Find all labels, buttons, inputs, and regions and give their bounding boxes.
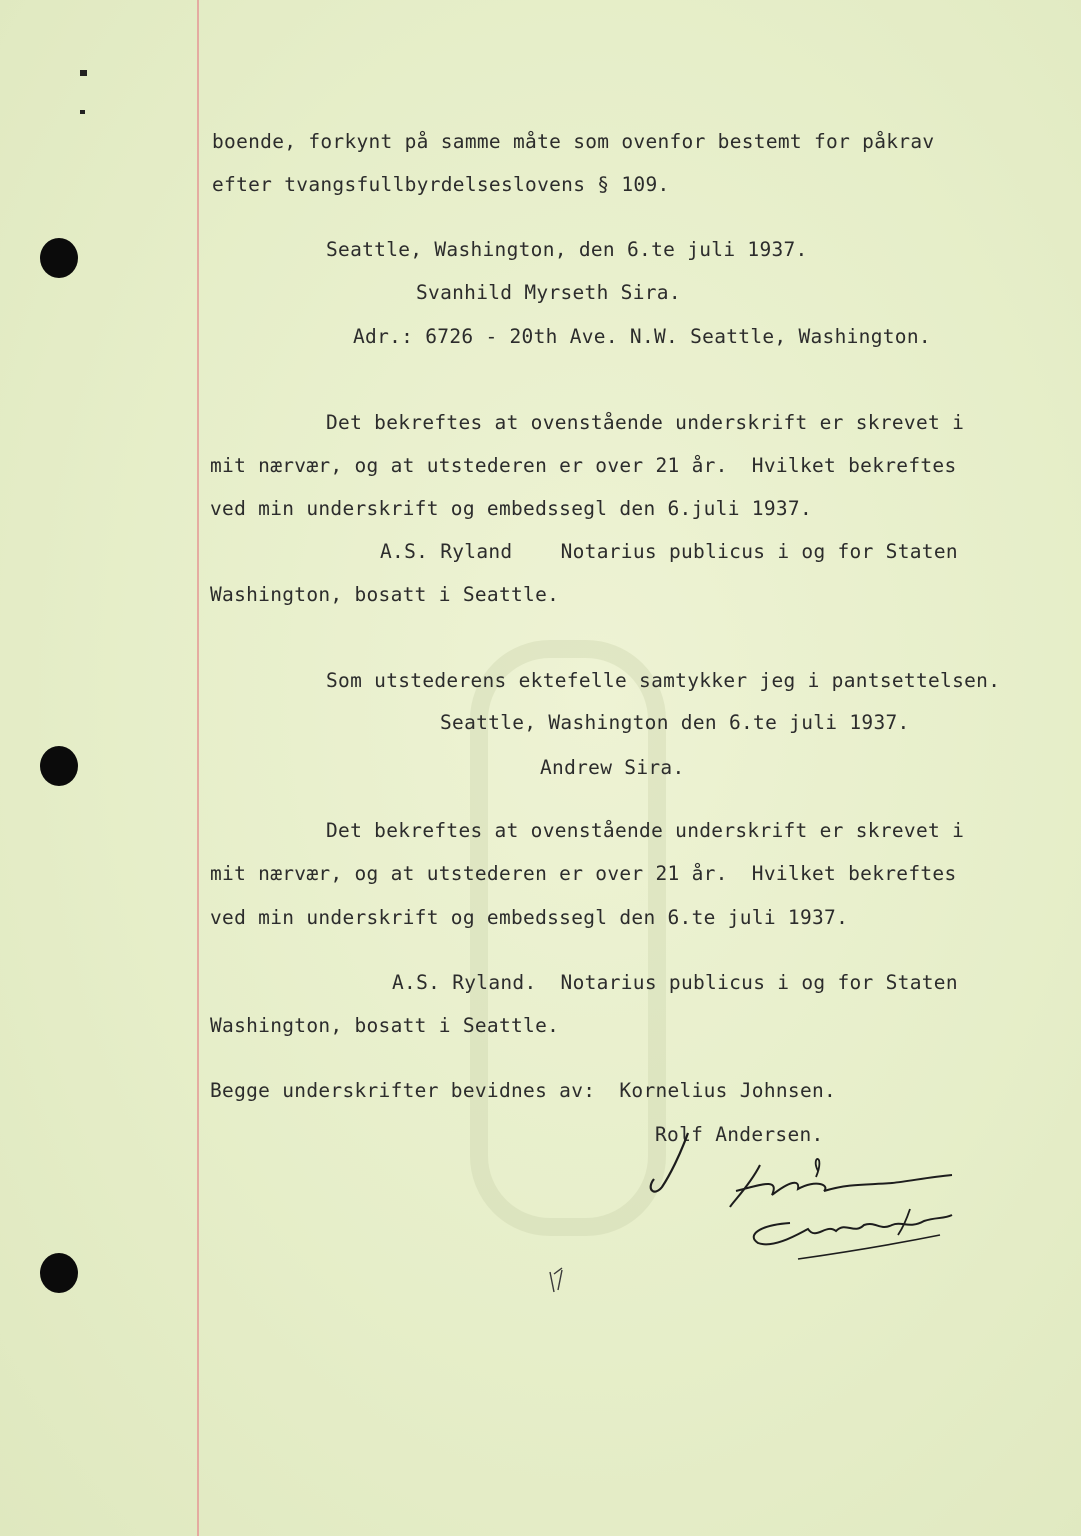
text-line: Det bekreftes at ovenstående underskrift er skrevet i [326,411,965,434]
punch-hole [40,1253,78,1293]
text-line: Washington, bosatt i Seattle. [210,583,560,606]
address-line: Adr.: 6726 - 20th Ave. N.W. Seattle, Washington. [353,325,931,348]
witness-line: Begge underskrifter bevidnes av: Kornelius Johnsen. [210,1079,837,1102]
notary-line: A.S. Ryland Notarius publicus i og for Staten [380,540,958,563]
text-line: Seattle, Washington den 6.te juli 1937. [440,711,910,734]
pen-mark [540,1262,580,1302]
signer-name: Svanhild Myrseth Sira. [416,281,681,304]
handwritten-signature [640,1125,970,1265]
text-line: Seattle, Washington, den 6.te juli 1937. [326,238,808,261]
scan-mark [80,110,85,114]
text-line: mit nærvær, og at utstederen er over 21 år. Hvilket bekreftes [210,454,957,477]
punch-hole [40,746,78,786]
text-line: Washington, bosatt i Seattle. [210,1014,560,1037]
punch-hole [40,238,78,278]
text-line: Som utstederens ektefelle samtykker jeg i pantsettelsen. [326,669,1001,692]
witness-name: Rolf Andersen. [655,1123,824,1146]
text-line: boende, forkynt på samme måte som ovenfor bestemt for påkrav [212,130,935,153]
text-line: mit nærvær, og at utstederen er over 21 år. Hvilket bekreftes [210,862,957,885]
margin-rule [197,0,199,1536]
signer-name: Andrew Sira. [540,756,685,779]
text-line: Det bekreftes at ovenstående underskrift er skrevet i [326,819,965,842]
text-line: efter tvangsfullbyrdelseslovens § 109. [212,173,670,196]
text-line: ved min underskrift og embedssegl den 6.te juli 1937. [210,906,849,929]
text-line: ved min underskrift og embedssegl den 6.juli 1937. [210,497,812,520]
scan-mark [80,70,87,76]
notary-line: A.S. Ryland. Notarius publicus i og for Staten [392,971,958,994]
